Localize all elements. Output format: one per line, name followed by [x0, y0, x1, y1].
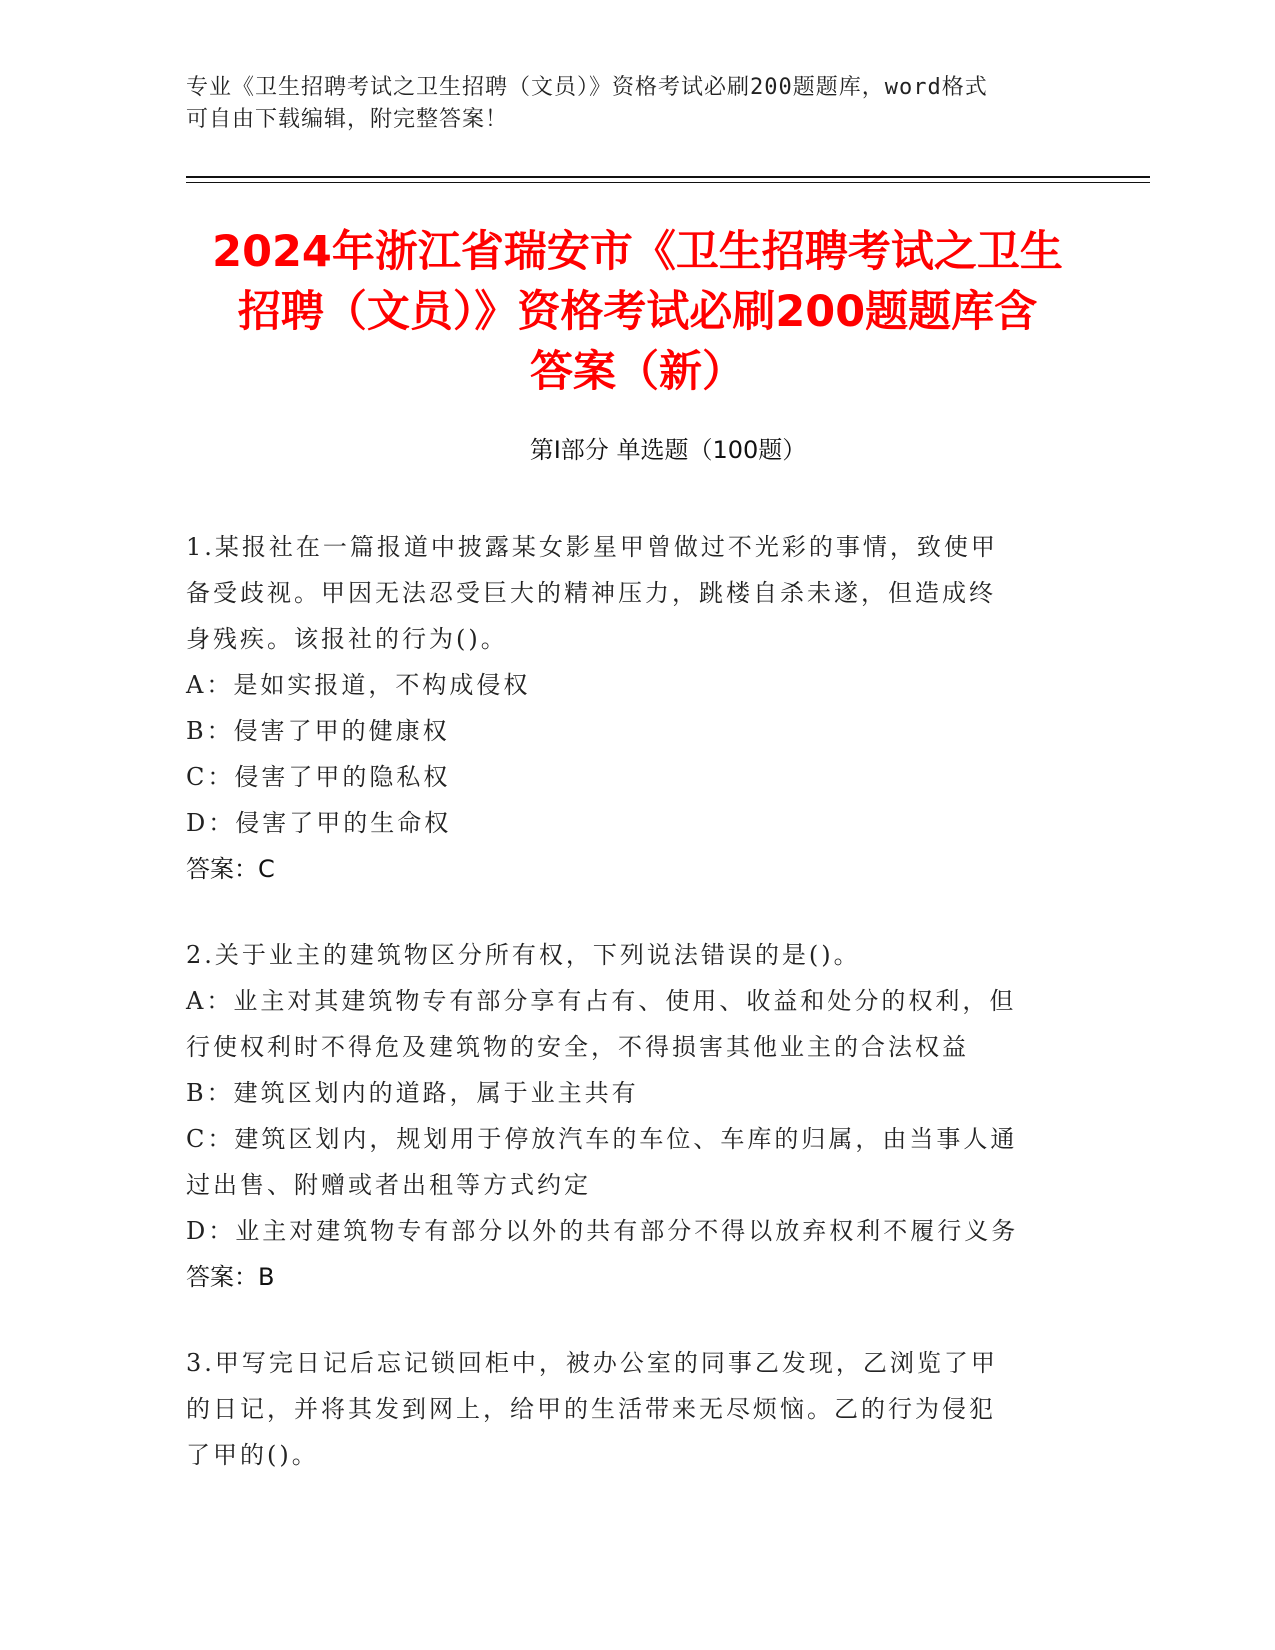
question-2 [186, 932, 1066, 1300]
question-stem-line: 的日记，并将其发到网上，给甲的生活带来无尽烦恼。乙的行为侵犯 [186, 1395, 996, 1423]
question-stem-line: 3.甲写完日记后忘记锁回柜中，被办公室的同事乙发现，乙浏览了甲 [186, 1349, 998, 1377]
header-divider-thick [186, 176, 1150, 178]
option-c: C：侵害了甲的隐私权 [186, 763, 451, 791]
option-b: B：侵害了甲的健康权 [186, 717, 450, 745]
question-stem-line: 身残疾。该报社的行为()。 [186, 625, 508, 653]
question-stem-line: 了甲的()。 [186, 1441, 319, 1469]
header-note-line-2: 可自由下载编辑，附完整答案！ [186, 107, 509, 132]
answer: 答案：B [186, 1263, 275, 1291]
option-a: A：业主对其建筑物专有部分享有占有、使用、收益和处分的权利，但 [186, 987, 1017, 1015]
question-stem-line: 备受歧视。甲因无法忍受巨大的精神压力，跳楼自杀未遂，但造成终 [186, 579, 996, 607]
question-stem-line: 2.关于业主的建筑物区分所有权，下列说法错误的是()。 [186, 941, 861, 969]
question-1 [186, 524, 1066, 892]
document-title-line-2: 招聘（文员）》资格考试必刷200题题库含 [237, 287, 1038, 337]
question-3 [186, 1340, 1066, 1478]
answer: 答案：C [186, 855, 275, 883]
option-b: B：建筑区划内的道路，属于业主共有 [186, 1079, 639, 1107]
document-title [160, 222, 1115, 402]
header-note [186, 72, 1066, 136]
header-divider-thin [186, 182, 1150, 183]
option-c: C：建筑区划内，规划用于停放汽车的车位、车库的归属，由当事人通 [186, 1125, 1018, 1153]
option-d: D：业主对建筑物专有部分以外的共有部分不得以放弃权利不履行义务 [186, 1217, 1019, 1245]
document-title-line-3: 答案（新） [530, 347, 745, 397]
header-note-line-1: 专业《卫生招聘考试之卫生招聘（文员）》资格考试必刷200题题库，word格式 [186, 75, 988, 100]
question-list [186, 524, 1066, 1518]
option-d: D：侵害了甲的生命权 [186, 809, 452, 837]
section-title: 第Ⅰ部分 单选题（100题） [529, 436, 807, 464]
option-c-continued: 过出售、附赠或者出租等方式约定 [186, 1171, 591, 1199]
question-stem-line: 1.某报社在一篇报道中披露某女影星甲曾做过不光彩的事情，致使甲 [186, 533, 998, 561]
document-title-line-1: 2024年浙江省瑞安市《卫生招聘考试之卫生 [212, 227, 1063, 277]
option-a-continued: 行使权利时不得危及建筑物的安全，不得损害其他业主的合法权益 [186, 1033, 969, 1061]
option-a: A：是如实报道，不构成侵权 [186, 671, 531, 699]
